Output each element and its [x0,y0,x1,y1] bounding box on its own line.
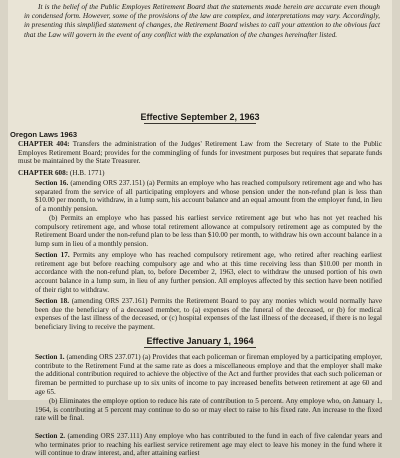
chapter-608-text: (H.B. 1771) [69,169,105,177]
section-16 [35,179,382,214]
section-1-text: (amending ORS 237.071) (a) Provides that each policeman or fireman employed by a participating employer, contribute to the Retirement Fund at the same rate as does a miscellaneous employe and that the employer shall make the additional contribution required to achieve the objective of the Act and further provides that each such policeman or fireman be permitted to purchase up to six units of income to pay increased benefits between retirement at age 60 and age 65. [35,353,383,396]
chapter-608 [18,169,382,178]
section-16-b: (b) Permits an employe who has passed his earliest service retirement age but who has not yet reached his compulsory retirement age, and whose total retirement allowance at compulsory retirement age as computed by the Retirement Board under the non-refund plan to be less than $10.00 per month, to withdraw his own account balance in a lump sum in lieu of a monthly pension. [35,214,382,249]
section-1-b: (b) Eliminates the employe option to reduce his rate of contribution to 5 percent. Any employe who, on January 1, 1964, is contributing at 5 percent may continue to do so or may elect to raise to his fixed rate. An increase to the fixed rate will be final. [35,397,382,423]
section-2-text: (amending ORS 237.111) Any employe who has contributed to the fund in each of five calendar years and who terminates prior to reaching his earliest service retirement age may elect to leave his money in the fund where it will continue to draw interest, and, after attaining earliest [35,432,383,458]
section-18 [35,297,382,332]
section-17-label: Section 17. [35,251,70,259]
heading-jan-1964: Effective January 1, 1964 [146,336,254,346]
chapter-404 [18,140,382,166]
intro-paragraph: It is the belief of the Public Employes Retirement Board that the statements made herein are accurate even though in condensed form. However, some of the provisions of the law are complex, and interpretations may vary. Accordingly, in presenting this simplified statement of changes, the Retirement Board wishes to call your attention to the obvious fact that the Law will govern in the event of any conflict with the explanation of the changes hereinafter listed. [24,2,380,39]
section-1 [35,353,382,397]
section-16-label: Section 16. [35,179,69,187]
chapter-404-label: CHAPTER 404: [18,140,70,148]
heading-rule-1964 [144,347,256,348]
chapter-608-label: CHAPTER 608: [18,169,69,177]
section-17 [35,251,382,295]
section-17-text: Permits any employe who has reached compulsory retirement age, who retired after reaching earliest retirement age but before reaching compulsory age and who at this time receiving less than $10.00 per month in accordance with the non-refund plan, to, before December 2, 1963, elect to withdraw the unused portion of his own account balance in a lump sum, in lieu of any further pension. All employes affected by this section have been notified of their right to withdraw. [35,251,383,294]
section-2 [35,432,382,458]
heading-rule-1963 [144,123,256,124]
section-16-text: (amending ORS 237.151) (a) Permits an employe who has reached compulsory retirement age and who has separated from the service of all participating employers and whose pension under the non-refund plan is less than $10.00 per month, to withdraw, in a lump sum, his account balance and an equal amount from the employer fund, in lieu of a monthly pension. [35,179,383,214]
document-page [8,0,392,458]
section-18-text: (amending ORS 237.161) Permits the Retirement Board to pay any monies which would normally have been due the beneficiary of a deceased member, to (a) expenses of the funeral of the deceased, or (b) for medical expenses of the last illness of the deceased, or (c) hospital expenses of the last illness of the deceased, if there is no legal beneficiary living to receive the payment. [35,297,383,332]
section-18-label: Section 18. [35,297,70,305]
section-1-label: Section 1. [35,353,65,361]
heading-sept-1963: Effective September 2, 1963 [140,112,260,122]
section-2-label: Section 2. [35,432,66,440]
chapter-404-text: Transfers the administration of the Judges' Retirement Law from the Secretary of State to the Public Employes Retirement Board; provides for the commingling of funds for investment purposes but requires that separate funds must be maintained by the State Treasurer. [18,140,382,166]
oregon-laws-heading: Oregon Laws 1963 [10,130,78,139]
